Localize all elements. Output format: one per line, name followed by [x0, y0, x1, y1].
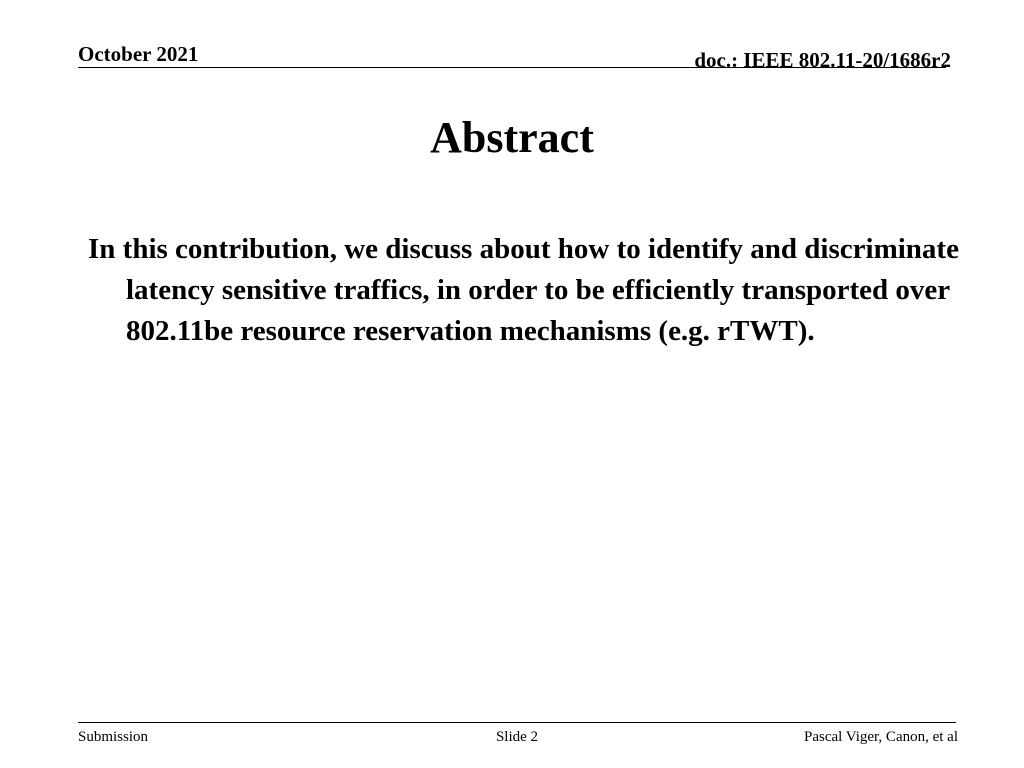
header-date: October 2021	[78, 42, 199, 66]
footer-submission-label: Submission	[78, 729, 149, 745]
footer-slide-number: Slide 2	[495, 729, 539, 745]
slide-title: Abstract	[430, 113, 594, 162]
footer-authors: Pascal Viger, Canon, et al	[803, 729, 958, 745]
header-document-id: doc.: IEEE 802.11-20/1686r2	[694, 48, 951, 72]
footer-divider	[78, 722, 956, 723]
header-divider	[78, 67, 946, 68]
abstract-body-text: In this contribution, we discuss about how to identify and discriminate latency sensitive traffics, in order to be efficiently transported over 802.11be resource reservation mechanisms (e.g. rTWT).	[88, 233, 959, 347]
